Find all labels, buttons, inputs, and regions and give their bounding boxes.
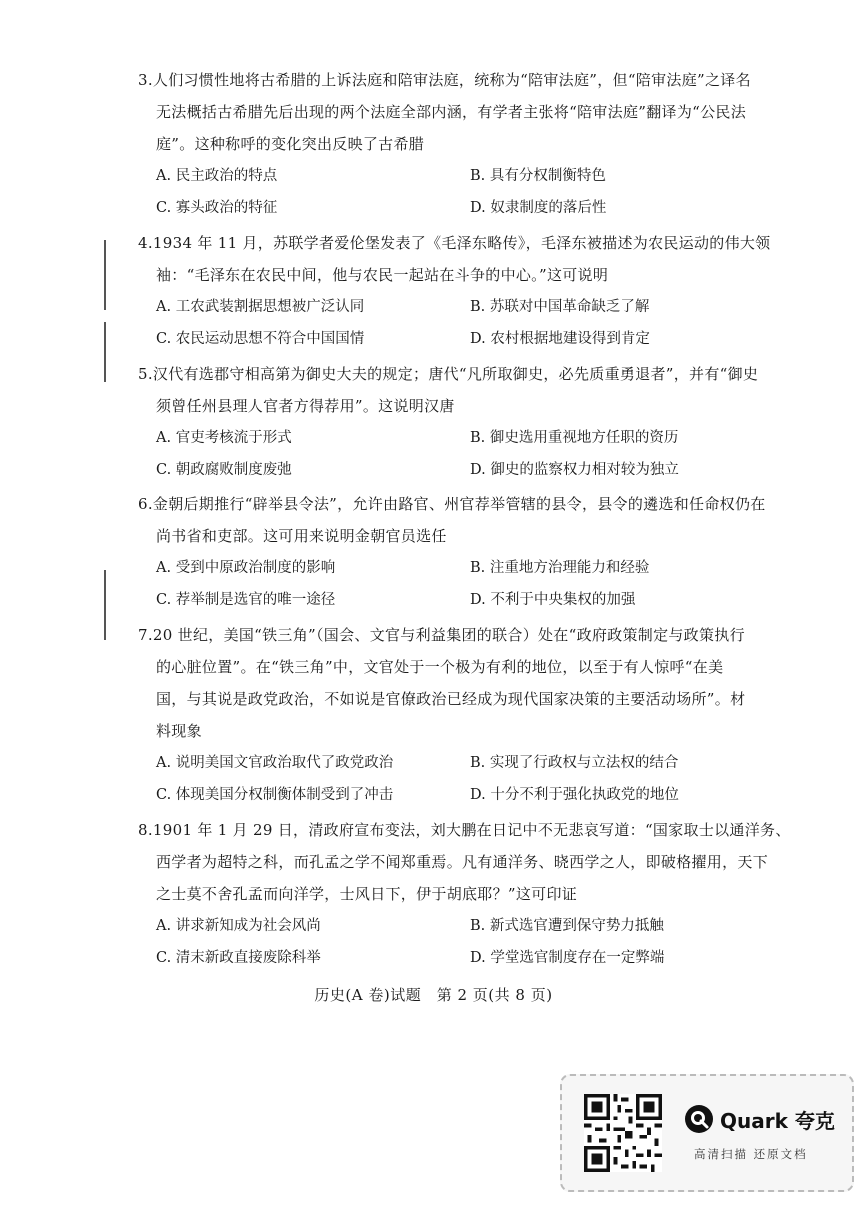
question-8 — [138, 814, 791, 974]
question-stem-continuation: 袖：“毛泽东在农民中间，他与农民一起站在斗争的中心。”这可说明 — [156, 266, 609, 284]
options-row — [138, 422, 763, 454]
option-a: A. 受到中原政治制度的影响 — [156, 560, 336, 576]
option-b: B. 实现了行政权与立法权的结合 — [470, 754, 679, 771]
option-b: B. 御史选用重视地方任职的资历 — [470, 429, 679, 446]
quark-brand — [684, 1102, 835, 1136]
question-stem: 7.20 世纪，美国“铁三角”（国会、文官与利益集团的联合）处在“政府政策制定与政策执行 — [138, 625, 745, 644]
question-stem-continuation: 尚书省和吏部。这可用来说明金朝官员选任 — [156, 527, 447, 545]
option-a: A. 说明美国文官政治取代了政党政治 — [156, 754, 394, 771]
option-b: B. 苏联对中国革命缺乏了解 — [470, 299, 650, 315]
question-6 — [138, 488, 766, 616]
question-stem-continuation: 料现象 — [156, 721, 202, 740]
page-footer: 历史(A 卷)试题 第 2 页(共 8 页) — [314, 986, 553, 1004]
question-stem-continuation: 须曾任州县理人官者方得荐用”。这说明汉唐 — [156, 396, 455, 415]
question-7 — [138, 619, 763, 811]
option-b: B. 注重地方治理能力和经验 — [470, 560, 650, 576]
options-row — [138, 323, 763, 355]
options-row — [138, 747, 763, 779]
options-row — [138, 454, 763, 486]
qr-code-icon — [584, 1094, 662, 1172]
option-d: D. 十分不利于强化执政党的地位 — [470, 786, 679, 803]
option-c: C. 农民运动思想不符合中国国情 — [156, 331, 365, 347]
question-5 — [138, 358, 763, 486]
scanner-watermark — [560, 1074, 854, 1192]
question-stem: 4.1934 年 11 月，苏联学者爱伦堡发表了《毛泽东略传》，毛泽东被描述为农民运动的伟大领 — [138, 234, 771, 252]
question-stem-continuation: 之士莫不舍孔孟而向洋学，士风日下，伊于胡底耶？”这可印证 — [156, 885, 578, 903]
option-c: C. 清末新政直接废除科举 — [156, 950, 321, 966]
question-stem: 6.金朝后期推行“辟举县令法”，允许由路官、州官荐举管辖的县令，县令的遴选和任命权仍在 — [138, 495, 766, 513]
options-row — [138, 584, 763, 616]
binding-margin-marks — [104, 240, 108, 640]
options-row — [138, 779, 763, 811]
options-row — [138, 291, 763, 323]
option-d: D. 不利于中央集权的加强 — [470, 592, 636, 608]
quark-tagline: 高清扫描 还原文档 — [694, 1147, 808, 1161]
option-a: A. 民主政治的特点 — [156, 168, 278, 184]
option-d: D. 御史的监察权力相对较为独立 — [470, 461, 679, 478]
options-row — [138, 160, 763, 192]
quark-logo-icon — [684, 1104, 714, 1134]
question-stem-continuation: 西学者为超特之科，而孔孟之学不闻郑重焉。凡有通洋务、晓西学之人，即破格擢用，天下 — [156, 853, 769, 871]
question-stem: 8.1901 年 1 月 29 日，清政府宣布变法，刘大鹏在日记中不无悲哀写道：“国家取士以通洋务、 — [138, 821, 791, 839]
option-c: C. 寡头政治的特征 — [156, 200, 278, 216]
options-row — [138, 942, 763, 974]
question-3 — [138, 64, 763, 224]
option-a: A. 工农武装割据思想被广泛认同 — [156, 299, 365, 315]
option-d: D. 学堂选官制度存在一定弊端 — [470, 950, 665, 966]
question-stem-continuation: 庭”。这种称呼的变化突出反映了古希腊 — [156, 135, 425, 153]
option-c: C. 荐举制是选官的唯一途径 — [156, 592, 336, 608]
option-d: D. 奴隶制度的落后性 — [470, 200, 607, 216]
option-a: A. 讲求新知成为社会风尚 — [156, 918, 321, 934]
question-stem: 5.汉代有选郡守相高第为御史大夫的规定；唐代“凡所取御史，必先质重勇退者”，并有“御史 — [138, 364, 759, 383]
question-stem-continuation: 无法概括古希腊先后出现的两个法庭全部内涵，有学者主张将“陪审法庭”翻译为“公民法 — [156, 103, 747, 121]
option-a: A. 官吏考核流于形式 — [156, 429, 292, 446]
quark-brand-name: Quark 夸克 — [720, 1108, 835, 1133]
question-4 — [138, 227, 771, 355]
option-d: D. 农村根据地建设得到肯定 — [470, 331, 650, 347]
options-row — [138, 910, 763, 942]
options-row — [138, 552, 763, 584]
option-b: B. 新式选官遭到保守势力抵触 — [470, 918, 664, 934]
option-c: C. 体现美国分权制衡体制受到了冲击 — [156, 786, 394, 803]
question-stem: 3.人们习惯性地将古希腊的上诉法庭和陪审法庭，统称为“陪审法庭”，但“陪审法庭”之译名 — [138, 71, 751, 89]
options-row — [138, 192, 763, 224]
option-c: C. 朝政腐败制度废弛 — [156, 461, 292, 478]
question-stem-continuation: 的心脏位置”。在“铁三角”中，文官处于一个极为有利的地位，以至于有人惊呼“在美 — [156, 657, 724, 676]
question-stem-continuation: 国，与其说是政党政治，不如说是官僚政治已经成为现代国家决策的主要活动场所”。材 — [156, 689, 746, 708]
option-b: B. 具有分权制衡特色 — [470, 168, 606, 184]
